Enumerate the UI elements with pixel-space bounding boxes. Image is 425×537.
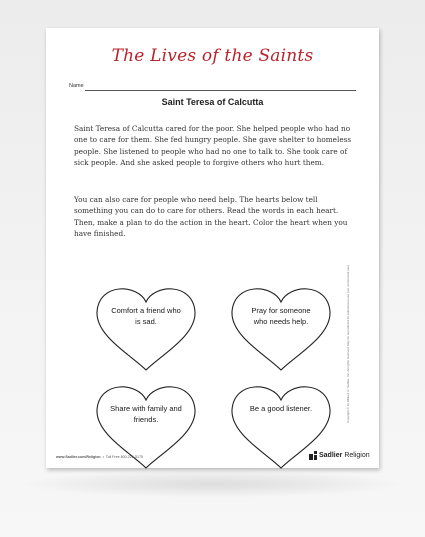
logo-word: Religion [344, 451, 370, 459]
instructions-paragraph: You can also care for people who need help. The hearts below tell something you can do to care for others. Read the words in each heart. Then, make a plan to do the action in the heart. Color the heart when you have finished. [74, 195, 348, 239]
heart-pray-someone [226, 280, 336, 372]
worksheet-page [46, 28, 379, 468]
intro-paragraph: Saint Teresa of Calcutta cared for the poor. She helped people who had no one to care for them. She fed hungry people. She gave shelter to homeless people. She listened to people who had no one to talk to. She took care of sick people. And she asked people to forgive others who hurt them. [74, 124, 352, 168]
name-write-line [85, 90, 356, 91]
heart-text: Share with family and friends. [110, 404, 182, 424]
heart-comfort-friend [91, 280, 201, 372]
footer-phone: Toll Free 800-221-5175 [105, 455, 143, 459]
footer-url: www.Sadlier.com/Religion [56, 455, 101, 459]
heart-text: Comfort a friend who is sad. [111, 306, 181, 326]
page-drop-shadow [20, 470, 405, 498]
heart-text: Pray for someone who needs help. [251, 306, 311, 326]
sadlier-mark-icon [309, 451, 317, 460]
name-field-row [69, 83, 356, 95]
worksheet-title: The Lives of the Saints [111, 46, 314, 66]
logo-wordmark [319, 452, 370, 459]
name-label: Name [69, 83, 84, 89]
saint-subtitle: Saint Teresa of Calcutta [161, 97, 264, 107]
footer-contact: www.Sadlier.com/Religion • Toll Free 800-221-5175 [56, 455, 143, 459]
heart-text: Be a good listener. [249, 404, 313, 413]
logo-brand: Sadlier [319, 451, 343, 459]
sadlier-religion-logo [309, 450, 370, 460]
copyright-notice: Copyright © by William H. Sadlier, Inc. All rights reserved. May be reproduced for educational use (not commercial use). [346, 264, 350, 423]
